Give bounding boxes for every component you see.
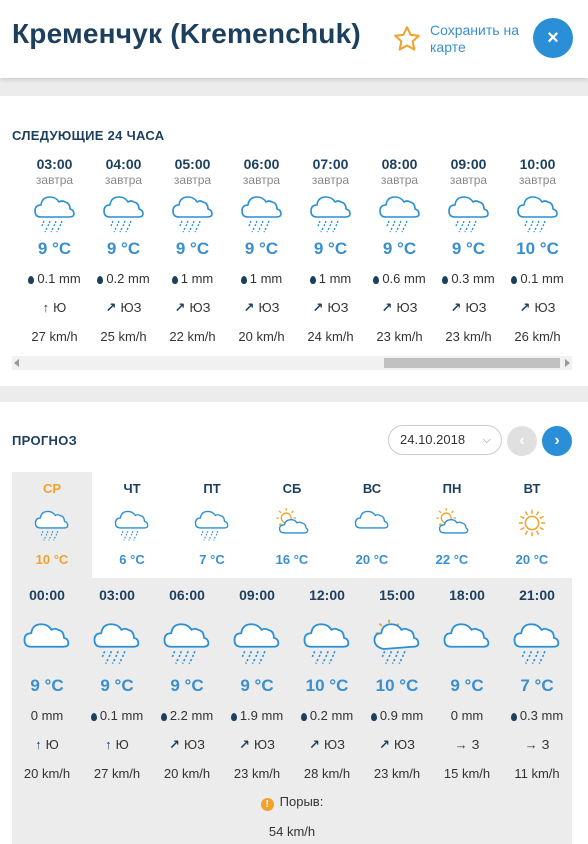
hour-day-label: завтра (35, 173, 74, 187)
rain-cloud-icon (92, 499, 172, 547)
hour-column (365, 156, 434, 351)
raindrop-icon (28, 276, 34, 284)
wind-arrow-icon: ↗ (450, 300, 462, 315)
slot-wind-direction (432, 730, 502, 759)
hour-day-label: завтра (242, 173, 281, 187)
slot-time: 09:00 (239, 587, 275, 603)
wind-dir-value: ЮЗ (258, 300, 280, 315)
precip-value: 0.2 mm (106, 271, 150, 286)
moon-rain-cloud-icon (502, 609, 572, 671)
day-temperature: 16 °C (275, 552, 309, 567)
day-name: ВТ (523, 481, 541, 496)
day-temperature: 7 °C (199, 552, 225, 567)
hour-column (227, 156, 296, 351)
hour-precipitation (296, 264, 365, 293)
wind-arrow-icon: ↗ (105, 300, 117, 315)
slot-time: 15:00 (379, 587, 415, 603)
slot-wind-direction (82, 730, 152, 759)
precip-value: 0.3 mm (519, 708, 564, 723)
raindrop-icon (511, 713, 517, 721)
wind-arrow-icon: ↗ (312, 300, 324, 315)
forecast-slot (502, 578, 572, 788)
hour-wind-speed: 22 km/h (169, 329, 216, 344)
wind-arrow-icon: ↗ (381, 300, 393, 315)
wind-dir-value: ЮЗ (393, 737, 415, 752)
day-temperature: 20 °C (515, 552, 549, 567)
cloud-icon (12, 609, 82, 671)
save-to-map-link[interactable]: Сохранить на карте (430, 22, 519, 55)
hour-wind-direction (503, 293, 572, 322)
hour-temperature: 9 °C (313, 239, 348, 258)
slot-wind-direction (362, 730, 432, 759)
hour-wind-direction (296, 293, 365, 322)
hour-wind-speed: 24 km/h (307, 329, 354, 344)
hour-day-label: завтра (104, 173, 143, 187)
hour-day-label: завтра (311, 173, 350, 187)
day-temperature: 6 °C (119, 552, 145, 567)
wind-dir-value: ЮЗ (120, 300, 142, 315)
hour-day-label: завтра (518, 173, 557, 187)
wind-dir-value: ЮЗ (465, 300, 487, 315)
day-tab[interactable] (252, 472, 332, 578)
raindrop-icon (241, 276, 247, 284)
hour-wind-speed: 23 km/h (445, 329, 492, 344)
day-name: ПН (442, 481, 462, 496)
forecast-slot (362, 578, 432, 788)
day-name: ПТ (203, 481, 221, 496)
hour-wind-direction (365, 293, 434, 322)
day-temperature: 22 °C (435, 552, 469, 567)
slot-time: 18:00 (449, 587, 485, 603)
partly-cloudy-icon (252, 499, 332, 547)
rain-cloud-icon (227, 188, 296, 234)
slot-precipitation (502, 701, 572, 730)
rain-cloud-icon (365, 188, 434, 234)
hour-column (89, 156, 158, 351)
hour-time: 07:00 (312, 156, 349, 172)
date-select[interactable] (388, 425, 502, 455)
rain-cloud-icon (296, 188, 365, 234)
hour-temperature: 9 °C (106, 239, 141, 258)
wind-dir-value: ЮЗ (183, 737, 205, 752)
gust-label-row (12, 794, 572, 811)
wind-dir-value: ЮЗ (253, 737, 275, 752)
wind-dir-value: ЮЗ (534, 300, 556, 315)
hour-time: 08:00 (381, 156, 418, 172)
day-tab[interactable] (172, 472, 252, 578)
wind-arrow-icon: ↑ (35, 737, 42, 752)
day-tab[interactable] (492, 472, 572, 578)
hour-precipitation (227, 264, 296, 293)
hour-wind-speed: 20 km/h (238, 329, 285, 344)
precip-value: 0.9 mm (379, 708, 424, 723)
rain-cloud-icon (20, 188, 89, 234)
hour-column (503, 156, 572, 351)
precip-value: 1 mm (249, 271, 283, 286)
slot-wind-speed: 15 km/h (443, 766, 491, 781)
rain-cloud-icon (434, 188, 503, 234)
raindrop-icon (97, 276, 103, 284)
wind-dir-value: З (541, 737, 550, 752)
wind-arrow-icon: → (454, 737, 468, 752)
raindrop-icon (371, 713, 377, 721)
precip-value: 1 mm (318, 271, 352, 286)
raindrop-icon (373, 276, 379, 284)
hour-temperature: 10 °C (516, 239, 559, 258)
hour-wind-direction (89, 293, 158, 322)
hourly-strip (0, 156, 588, 356)
gust-label: Порыв: (279, 794, 324, 809)
rain-cloud-icon (82, 609, 152, 671)
wind-arrow-icon: ↗ (239, 737, 250, 752)
slot-wind-direction (292, 730, 362, 759)
slot-time: 21:00 (519, 587, 555, 603)
hour-time: 09:00 (450, 156, 487, 172)
sun-icon (492, 499, 572, 547)
wind-dir-value: Ю (115, 737, 129, 752)
hour-day-label: завтра (173, 173, 212, 187)
hour-wind-speed: 23 km/h (376, 329, 423, 344)
section-title: ПРОГНОЗ (12, 433, 78, 448)
hour-precipitation (365, 264, 434, 293)
slot-precipitation (152, 701, 222, 730)
hour-day-label: завтра (449, 173, 488, 187)
slot-precipitation (222, 701, 292, 730)
day-tabs (12, 472, 572, 578)
day-name: СР (42, 481, 62, 496)
rain-cloud-icon (12, 499, 92, 547)
partly-cloudy-icon (412, 499, 492, 547)
hour-precipitation (20, 264, 89, 293)
day-temperature: 10 °C (35, 552, 69, 567)
forecast-slot (82, 578, 152, 788)
wind-arrow-icon: ↗ (174, 300, 186, 315)
precip-value: 0.2 mm (309, 708, 354, 723)
scrollbar-thumb[interactable] (384, 358, 560, 368)
header (0, 0, 588, 78)
precip-value: 0.1 mm (520, 271, 564, 286)
precip-value: 1.9 mm (239, 708, 284, 723)
slot-wind-direction (152, 730, 222, 759)
rain-cloud-icon (152, 609, 222, 671)
prev-day-button[interactable]: ‹ (507, 426, 537, 456)
slot-temperature: 9 °C (240, 676, 274, 695)
slot-precipitation (292, 701, 362, 730)
hour-temperature: 9 °C (382, 239, 417, 258)
gust-value: 54 km/h (268, 824, 316, 839)
precip-value: 2.2 mm (169, 708, 214, 723)
day-name: ЧТ (123, 481, 141, 496)
wind-dir-value: ЮЗ (327, 300, 349, 315)
raindrop-icon (91, 713, 97, 721)
hour-wind-direction (434, 293, 503, 322)
day-name: ВС (362, 481, 382, 496)
day-name: СБ (282, 481, 302, 496)
wind-arrow-icon: ↗ (519, 300, 531, 315)
raindrop-icon (310, 276, 316, 284)
hour-temperature: 9 °C (37, 239, 72, 258)
rain-cloud-icon (172, 499, 252, 547)
hour-precipitation (158, 264, 227, 293)
sun-rain-cloud-icon (362, 609, 432, 671)
slot-temperature: 9 °C (30, 676, 64, 695)
slot-temperature: 7 °C (520, 676, 554, 695)
cloud-icon (332, 499, 412, 547)
precip-value: 0.1 mm (37, 271, 81, 286)
slot-wind-speed: 11 km/h (514, 766, 560, 781)
forecast-slot (12, 578, 82, 788)
slot-wind-speed: 23 km/h (373, 766, 421, 781)
day-tab[interactable] (332, 472, 412, 578)
hour-time: 04:00 (105, 156, 142, 172)
scroll-right-arrow-icon[interactable] (565, 359, 570, 367)
hour-wind-speed: 26 km/h (514, 329, 561, 344)
hour-wind-direction (158, 293, 227, 322)
slot-precipitation (82, 701, 152, 730)
wind-arrow-icon: ↗ (169, 737, 180, 752)
hour-wind-direction (227, 293, 296, 322)
slot-wind-speed: 27 km/h (93, 766, 141, 781)
slot-precipitation (362, 701, 432, 730)
wind-arrow-icon: → (524, 737, 538, 752)
next-day-button[interactable]: › (542, 426, 572, 456)
three-hour-forecast (12, 578, 572, 844)
hour-temperature: 9 °C (451, 239, 486, 258)
rain-cloud-icon (503, 188, 572, 234)
precip-value: 0 mm (450, 708, 484, 723)
next-24-hours-panel (0, 96, 588, 386)
wind-dir-value: Ю (45, 737, 59, 752)
precip-value: 0.1 mm (99, 708, 144, 723)
wind-dir-value: ЮЗ (323, 737, 345, 752)
wind-arrow-icon: ↑ (105, 737, 112, 752)
slot-wind-speed: 28 km/h (303, 766, 351, 781)
wind-dir-value: ЮЗ (189, 300, 211, 315)
hour-precipitation (434, 264, 503, 293)
raindrop-icon (172, 276, 178, 284)
slot-temperature: 10 °C (375, 676, 419, 695)
hour-column (20, 156, 89, 351)
wind-dir-value: ЮЗ (396, 300, 418, 315)
rain-cloud-icon (89, 188, 158, 234)
hour-column (434, 156, 503, 351)
slot-wind-speed: 20 km/h (163, 766, 211, 781)
slot-temperature: 9 °C (170, 676, 204, 695)
raindrop-icon (231, 713, 237, 721)
slot-temperature: 9 °C (100, 676, 134, 695)
wind-arrow-icon: ↑ (42, 300, 50, 315)
slot-time: 03:00 (99, 587, 135, 603)
close-button[interactable]: × (533, 18, 573, 58)
hour-time: 03:00 (36, 156, 73, 172)
day-tab[interactable] (412, 472, 492, 578)
slot-time: 06:00 (169, 587, 205, 603)
scroll-left-arrow-icon[interactable] (14, 359, 19, 367)
cloud-icon (432, 609, 502, 671)
wind-dir-value: Ю (53, 300, 67, 315)
slot-wind-direction (502, 730, 572, 759)
precip-value: 0.6 mm (382, 271, 426, 286)
raindrop-icon (511, 276, 517, 284)
forecast-panel (0, 402, 588, 844)
horizontal-scrollbar[interactable] (12, 356, 572, 370)
day-tab[interactable] (12, 472, 92, 578)
hour-time: 05:00 (174, 156, 211, 172)
precip-value: 0 mm (30, 708, 64, 723)
hour-column (158, 156, 227, 351)
wind-arrow-icon: ↗ (379, 737, 390, 752)
date-select-value: 24.10.2018 (400, 432, 466, 447)
slot-precipitation (12, 701, 82, 730)
slot-wind-direction (12, 730, 82, 759)
forecast-slot (222, 578, 292, 788)
slot-temperature: 9 °C (450, 676, 484, 695)
page-title: Кременчук (Kremenchuk) (12, 18, 361, 49)
hour-column (296, 156, 365, 351)
raindrop-icon (442, 276, 448, 284)
day-temperature: 20 °C (355, 552, 389, 567)
wind-arrow-icon: ↗ (309, 737, 320, 752)
hour-temperature: 9 °C (175, 239, 210, 258)
hour-temperature: 9 °C (244, 239, 279, 258)
chevron-down-icon: ⌵ (482, 434, 491, 446)
hour-wind-direction (20, 293, 89, 322)
hour-day-label: завтра (380, 173, 419, 187)
hour-precipitation (503, 264, 572, 293)
hour-wind-speed: 25 km/h (100, 329, 147, 344)
hour-precipitation (89, 264, 158, 293)
slot-wind-direction (222, 730, 292, 759)
star-icon[interactable] (392, 24, 422, 54)
rain-cloud-icon (158, 188, 227, 234)
forecast-slot (152, 578, 222, 788)
wind-dir-value: З (471, 737, 480, 752)
rain-cloud-icon (222, 609, 292, 671)
slot-time: 00:00 (29, 587, 65, 603)
raindrop-icon (301, 713, 307, 721)
hour-time: 10:00 (519, 156, 556, 172)
raindrop-icon (161, 713, 167, 721)
warning-icon: ! (261, 798, 274, 811)
forecast-slot (432, 578, 502, 788)
hour-wind-speed: 27 km/h (31, 329, 78, 344)
forecast-slot (292, 578, 362, 788)
hour-time: 06:00 (243, 156, 280, 172)
rain-cloud-icon (292, 609, 362, 671)
precip-value: 1 mm (180, 271, 214, 286)
slot-time: 12:00 (309, 587, 345, 603)
slot-precipitation (432, 701, 502, 730)
slot-wind-speed: 23 km/h (233, 766, 281, 781)
slot-wind-speed: 20 km/h (23, 766, 71, 781)
precip-value: 0.3 mm (451, 271, 495, 286)
day-tab[interactable] (92, 472, 172, 578)
slot-temperature: 10 °C (305, 676, 349, 695)
section-title: СЛЕДУЮЩИЕ 24 ЧАСА (12, 128, 165, 143)
wind-arrow-icon: ↗ (243, 300, 255, 315)
